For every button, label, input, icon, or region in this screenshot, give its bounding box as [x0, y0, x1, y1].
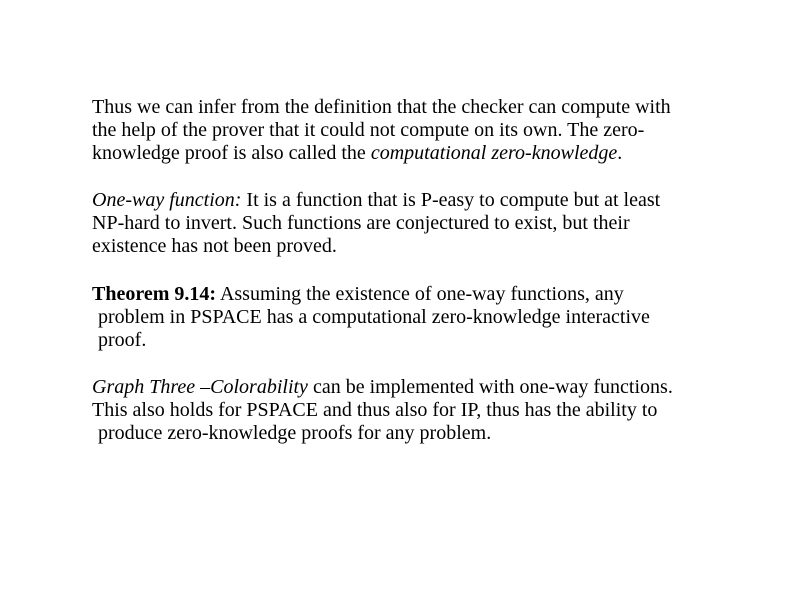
text-run: Thus we can infer from the definition that the checker can compute with [92, 96, 671, 118]
text-run: can be implemented with one-way functions. [307, 376, 673, 398]
theorem-label: Theorem 9.14: [92, 283, 217, 305]
paragraph-line [92, 189, 792, 212]
paragraph-line [92, 212, 792, 235]
text-run: . [617, 142, 623, 164]
paragraph-line [92, 283, 792, 306]
paragraph-theorem [92, 283, 792, 352]
text-run: produce zero-knowledge proofs for any problem. [98, 422, 492, 444]
paragraph-line [92, 96, 792, 119]
paragraph-line [92, 399, 792, 422]
paragraph-line [92, 235, 792, 258]
paragraph-line [92, 329, 792, 352]
paragraph-line [92, 142, 792, 165]
italic-term: computational zero-knowledge [370, 142, 618, 164]
italic-term: One-way function: [92, 189, 242, 211]
paragraph-checker-prover [92, 96, 792, 165]
text-run: problem in PSPACE has a computational zero-knowledge interactive [98, 306, 650, 328]
paragraph-line [92, 376, 792, 399]
text-run: the help of the prover that it could not compute on its own. The zero- [92, 119, 645, 141]
italic-term: Graph Three –Colorability [92, 376, 308, 398]
text-run: knowledge proof is also called the [92, 142, 371, 164]
text-run: proof. [98, 329, 147, 351]
paragraph-line [92, 119, 792, 142]
paragraph-graph-colorability [92, 376, 792, 445]
paragraph-line [92, 422, 792, 445]
text-run: existence has not been proved. [92, 235, 337, 257]
text-run: This also holds for PSPACE and thus also for IP, thus has the ability to [92, 399, 658, 421]
text-run: Assuming the existence of one-way functions, any [216, 283, 624, 305]
paragraph-one-way-function [92, 189, 792, 258]
text-run: NP-hard to invert. Such functions are conjectured to exist, but their [92, 212, 630, 234]
paragraph-line [92, 306, 792, 329]
text-run: It is a function that is P-easy to compute but at least [241, 189, 661, 211]
